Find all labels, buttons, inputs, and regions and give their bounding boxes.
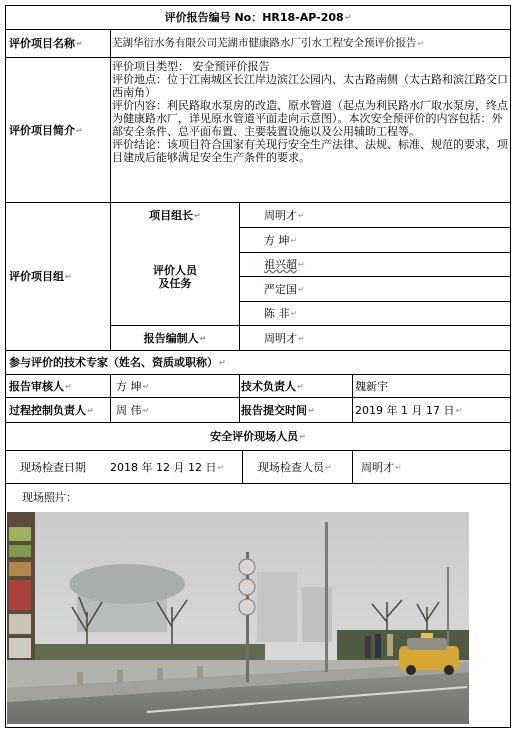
process-lead-label: 过程控制负责人 bbox=[9, 403, 86, 417]
reviewer-label-cell bbox=[9, 375, 110, 397]
team-leader: 周明才 bbox=[264, 208, 297, 222]
tech-lead: 魏新宇 bbox=[355, 379, 388, 393]
project-type: 评价项目类型： 安全预评价报告 bbox=[112, 60, 270, 73]
compiler-cell bbox=[264, 326, 504, 350]
paragraph-mark-icon: ↵ bbox=[455, 405, 463, 415]
process-lead: 周 伟 bbox=[116, 403, 142, 417]
paragraph-mark-icon: ↵ bbox=[219, 358, 226, 367]
project-intro-cell bbox=[112, 60, 509, 200]
site-person-label: 现场检查人员 bbox=[258, 460, 324, 474]
team-members-label-cell bbox=[111, 228, 239, 325]
paragraph-mark-icon: ↵ bbox=[194, 210, 201, 220]
site-date-label: 现场检查日期 bbox=[20, 460, 86, 474]
rule bbox=[352, 450, 353, 483]
reviewer-cell bbox=[116, 375, 239, 397]
paragraph-mark-icon: ↵ bbox=[298, 210, 305, 220]
report-number-header bbox=[6, 6, 510, 29]
rule bbox=[239, 202, 240, 350]
paragraph-mark-icon: ↵ bbox=[298, 260, 305, 269]
paragraph-mark-icon: ↵ bbox=[325, 462, 332, 472]
rule bbox=[5, 5, 6, 728]
paragraph-mark-icon: ↵ bbox=[199, 333, 207, 343]
paragraph-mark-icon: ↵ bbox=[297, 381, 304, 391]
tech-lead-label-cell bbox=[241, 375, 352, 397]
team-member: 陈 非 bbox=[264, 307, 290, 320]
team-member-cell bbox=[264, 302, 504, 325]
paragraph-mark-icon: ↵ bbox=[395, 462, 402, 472]
process-lead-cell bbox=[116, 398, 239, 422]
rule bbox=[5, 483, 511, 484]
team-members-label-2: 及任务 bbox=[158, 276, 192, 290]
team-leader-label: 项目组长 bbox=[149, 208, 194, 222]
paragraph-mark-icon: ↵ bbox=[290, 309, 298, 318]
site-photo-image bbox=[7, 512, 469, 724]
project-location: 评价地点：位于江南城区长江岸边滨江公园内、太古路南侧（太古路和滨江路交口西南角） bbox=[112, 73, 508, 99]
experts-label-cell bbox=[9, 351, 509, 374]
team-members-label-1: 评价人员 bbox=[153, 263, 197, 277]
report-number: HR18-AP-208 bbox=[262, 11, 344, 24]
rule bbox=[242, 450, 243, 483]
project-content: 评价内容：利民路取水泵房的改造、原水管道（起点为利民路水厂取水泵房，终点为健康路水厂，详见原水管道平面走向示意图）。本次安全预评价的内容包括：外部安全条件、总平面布置、主要装置设施以及公用辅助工程等。 bbox=[112, 99, 508, 138]
paragraph-mark-icon: ↵ bbox=[308, 405, 315, 415]
rule bbox=[110, 374, 111, 422]
paragraph-mark-icon: ↵ bbox=[142, 405, 150, 415]
paragraph-mark-icon: ↵ bbox=[298, 333, 305, 343]
paragraph-mark-icon: ↵ bbox=[344, 13, 352, 22]
rule bbox=[352, 374, 353, 422]
paragraph-mark-icon: ↵ bbox=[298, 284, 305, 294]
project-intro-label-cell bbox=[9, 58, 110, 202]
site-date-cell bbox=[110, 451, 242, 483]
tech-lead-label: 技术负责人 bbox=[241, 379, 296, 393]
project-name-label: 评价项目名称 bbox=[9, 37, 75, 50]
paragraph-mark-icon: ↵ bbox=[65, 381, 72, 391]
rule bbox=[5, 727, 511, 728]
process-lead-label-cell bbox=[9, 398, 110, 422]
team-leader-cell bbox=[264, 203, 504, 227]
paragraph-mark-icon: ↵ bbox=[142, 381, 150, 391]
site-title: 安全评价现场人员 bbox=[210, 430, 299, 443]
project-name-value: 芜湖华衍水务有限公司芜湖市健康路水厂引水工程安全预评价报告 bbox=[112, 37, 417, 49]
team-leader-label-cell bbox=[111, 203, 239, 227]
rule bbox=[239, 374, 240, 422]
site-title-cell bbox=[6, 423, 510, 450]
team-member: 严定国 bbox=[264, 282, 297, 296]
site-person-label-cell bbox=[258, 451, 352, 483]
report-number-label: 评价报告编号 No： bbox=[164, 11, 263, 24]
team-member: 方 坤 bbox=[264, 233, 290, 247]
site-photo-label-cell bbox=[22, 491, 222, 507]
experts-label: 参与评价的技术专家（姓名、资质或职称） bbox=[9, 356, 218, 369]
project-intro-label: 评价项目简介 bbox=[9, 123, 75, 137]
team-member: 祖兴超 bbox=[264, 258, 297, 271]
paragraph-mark-icon: ↵ bbox=[76, 125, 83, 135]
team-member-cell bbox=[264, 228, 504, 252]
team-label: 评价项目组 bbox=[9, 270, 64, 283]
reviewer: 方 坤 bbox=[116, 379, 142, 393]
compiler-label: 报告编制人 bbox=[143, 331, 199, 345]
paragraph-mark-icon: ↵ bbox=[217, 462, 225, 472]
compiler: 周明才 bbox=[264, 331, 297, 345]
reviewer-label: 报告审核人 bbox=[9, 379, 64, 393]
submit-time-label: 报告提交时间 bbox=[241, 403, 307, 417]
site-date: 2018 年 12 月 12 日 bbox=[110, 460, 217, 474]
site-person-cell bbox=[361, 451, 501, 483]
paragraph-mark-icon: ↵ bbox=[87, 405, 94, 415]
submit-time: 2019 年 1 月 17 日 bbox=[355, 403, 455, 417]
site-date-label-cell bbox=[20, 451, 108, 483]
team-member-cell bbox=[264, 277, 504, 301]
tech-lead-cell bbox=[355, 375, 505, 397]
project-name-cell bbox=[112, 30, 510, 57]
rule bbox=[510, 5, 511, 728]
paragraph-mark-icon: ↵ bbox=[290, 235, 298, 245]
paragraph-mark-icon: ↵ bbox=[299, 432, 306, 441]
site-photo bbox=[7, 512, 469, 724]
paragraph-mark-icon: ↵ bbox=[65, 272, 72, 281]
site-photo-label: 现场照片： bbox=[22, 491, 77, 504]
submit-time-cell bbox=[355, 398, 505, 422]
paragraph-mark-icon: ↵ bbox=[417, 39, 425, 48]
site-person: 周明才 bbox=[361, 460, 394, 474]
project-name-label-cell bbox=[9, 30, 110, 57]
compiler-label-cell bbox=[111, 326, 239, 350]
team-member-cell bbox=[264, 253, 504, 276]
project-conclusion: 评价结论：该项目符合国家有关现行安全生产法律、法规、标准、规范的要求，项目建成后能够满足安全生产条件的要求。 bbox=[112, 138, 508, 164]
team-label-cell bbox=[9, 203, 110, 350]
paragraph-mark-icon: ↵ bbox=[76, 39, 83, 48]
submit-time-label-cell bbox=[241, 398, 352, 422]
